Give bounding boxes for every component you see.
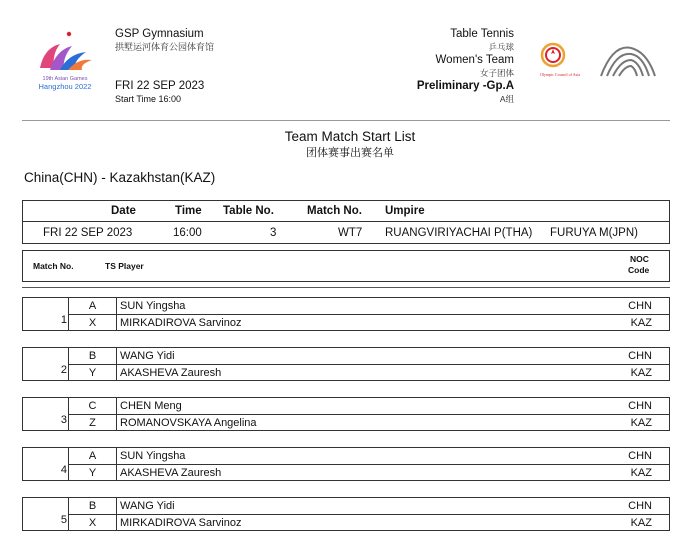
- info-value-umpire-2: FURUYA M(JPN): [550, 227, 638, 239]
- player-position: A: [69, 298, 117, 314]
- player-row: [69, 315, 669, 331]
- player-position: B: [69, 498, 117, 514]
- player-noc: CHN: [628, 400, 652, 412]
- player-position: X: [69, 515, 117, 531]
- player-row: [69, 298, 669, 315]
- match-info-box: [22, 200, 670, 244]
- sports-emblem-logo: [597, 40, 659, 82]
- info-header-umpire: Umpire: [385, 205, 425, 217]
- player-row: [69, 365, 669, 381]
- match-number-cell: [23, 498, 69, 530]
- player-row: [69, 465, 669, 481]
- start-time: Start Time 16:00: [115, 94, 182, 104]
- player-name: WANG Yidi: [120, 350, 175, 362]
- venue-name: GSP Gymnasium: [115, 28, 204, 40]
- player-name: CHEN Meng: [120, 400, 182, 412]
- player-name: ROMANOVSKAYA Angelina: [120, 417, 257, 429]
- player-noc: CHN: [628, 500, 652, 512]
- player-name: AKASHEVA Zauresh: [120, 367, 222, 379]
- match-number: 3: [60, 414, 67, 426]
- player-position: Y: [69, 465, 117, 481]
- info-value-umpire-1: RUANGVIRIYACHAI P(THA): [385, 227, 533, 239]
- document-header: [0, 0, 700, 120]
- match-number-cell: [23, 298, 69, 330]
- column-header-box: [22, 250, 670, 282]
- info-header-table: Table No.: [223, 205, 274, 217]
- player-noc: KAZ: [630, 367, 652, 379]
- table-divider: [22, 287, 670, 288]
- player-noc: CHN: [628, 300, 652, 312]
- match-number-cell: [23, 448, 69, 480]
- info-value-date: FRI 22 SEP 2023: [43, 227, 133, 239]
- match-number: 1: [60, 314, 67, 326]
- player-noc: CHN: [628, 350, 652, 362]
- player-row: [69, 348, 669, 365]
- column-header-noc: NOC: [630, 254, 649, 264]
- info-header-match: Match No.: [307, 205, 362, 217]
- teams-line: China(CHN) - Kazakhstan(KAZ): [24, 170, 216, 185]
- date-block: [115, 80, 204, 106]
- player-noc: KAZ: [630, 467, 652, 479]
- info-value-match: WT7: [338, 227, 363, 239]
- sport-name: Table Tennis: [450, 28, 514, 40]
- phase-name: Preliminary -Gp.A: [416, 80, 514, 92]
- player-noc: KAZ: [630, 317, 652, 329]
- match-number: 5: [60, 514, 67, 526]
- match-block: [22, 397, 670, 431]
- svg-text:Olympic Council of Asia: Olympic Council of Asia: [539, 72, 581, 77]
- player-name: MIRKADIROVA Sarvinoz: [120, 517, 242, 529]
- player-name: WANG Yidi: [120, 500, 175, 512]
- match-number: 2: [60, 364, 67, 376]
- match-number-cell: [23, 348, 69, 380]
- player-noc: KAZ: [630, 417, 652, 429]
- event-name-cn: 女子团体: [479, 68, 514, 78]
- match-block: [22, 347, 670, 381]
- player-row: [69, 515, 669, 531]
- svg-text:19th Asian Games: 19th Asian Games: [42, 76, 88, 82]
- player-row: [69, 448, 669, 465]
- player-name: SUN Yingsha: [120, 450, 186, 462]
- hangzhou-asian-games-logo: [30, 28, 100, 98]
- player-row: [69, 398, 669, 415]
- player-position: X: [69, 315, 117, 331]
- info-header-time: Time: [175, 205, 202, 217]
- player-position: Y: [69, 365, 117, 381]
- player-name: SUN Yingsha: [120, 300, 186, 312]
- sport-name-cn: 乒乓球: [488, 42, 514, 52]
- player-position: B: [69, 348, 117, 364]
- document-title: [0, 129, 700, 160]
- oca-logo: [533, 40, 588, 80]
- match-block: [22, 297, 670, 331]
- venue-name-cn: 拱墅运河体育公园体育馆: [115, 42, 215, 52]
- info-value-table: 3: [270, 227, 277, 239]
- player-position: C: [69, 398, 117, 414]
- column-header-match-no: Match No.: [33, 261, 74, 271]
- header-date: FRI 22 SEP 2023: [115, 80, 205, 92]
- match-number: 4: [60, 464, 67, 476]
- player-noc: KAZ: [630, 517, 652, 529]
- phase-name-cn: A组: [499, 94, 514, 104]
- match-number-cell: [23, 398, 69, 430]
- event-block: [417, 28, 514, 106]
- player-position: A: [69, 448, 117, 464]
- header-divider: [22, 120, 670, 121]
- title-cn: 团体赛事出赛名单: [306, 147, 394, 159]
- venue-block: [115, 28, 214, 54]
- svg-text:Hangzhou 2022: Hangzhou 2022: [38, 82, 92, 91]
- event-name: Women's Team: [435, 54, 514, 66]
- title-en: Team Match Start List: [284, 129, 416, 144]
- info-value-time: 16:00: [173, 227, 202, 239]
- player-position: Z: [69, 415, 117, 431]
- column-header-code: Code: [628, 265, 650, 275]
- info-box-divider: [23, 221, 669, 222]
- info-header-date: Date: [111, 205, 136, 217]
- player-name: MIRKADIROVA Sarvinoz: [120, 317, 242, 329]
- player-name: AKASHEVA Zauresh: [120, 467, 222, 479]
- match-block: [22, 447, 670, 481]
- player-noc: CHN: [628, 450, 652, 462]
- player-row: [69, 498, 669, 515]
- player-row: [69, 415, 669, 431]
- column-header-ts-player: TS Player: [105, 261, 144, 271]
- match-block: [22, 497, 670, 531]
